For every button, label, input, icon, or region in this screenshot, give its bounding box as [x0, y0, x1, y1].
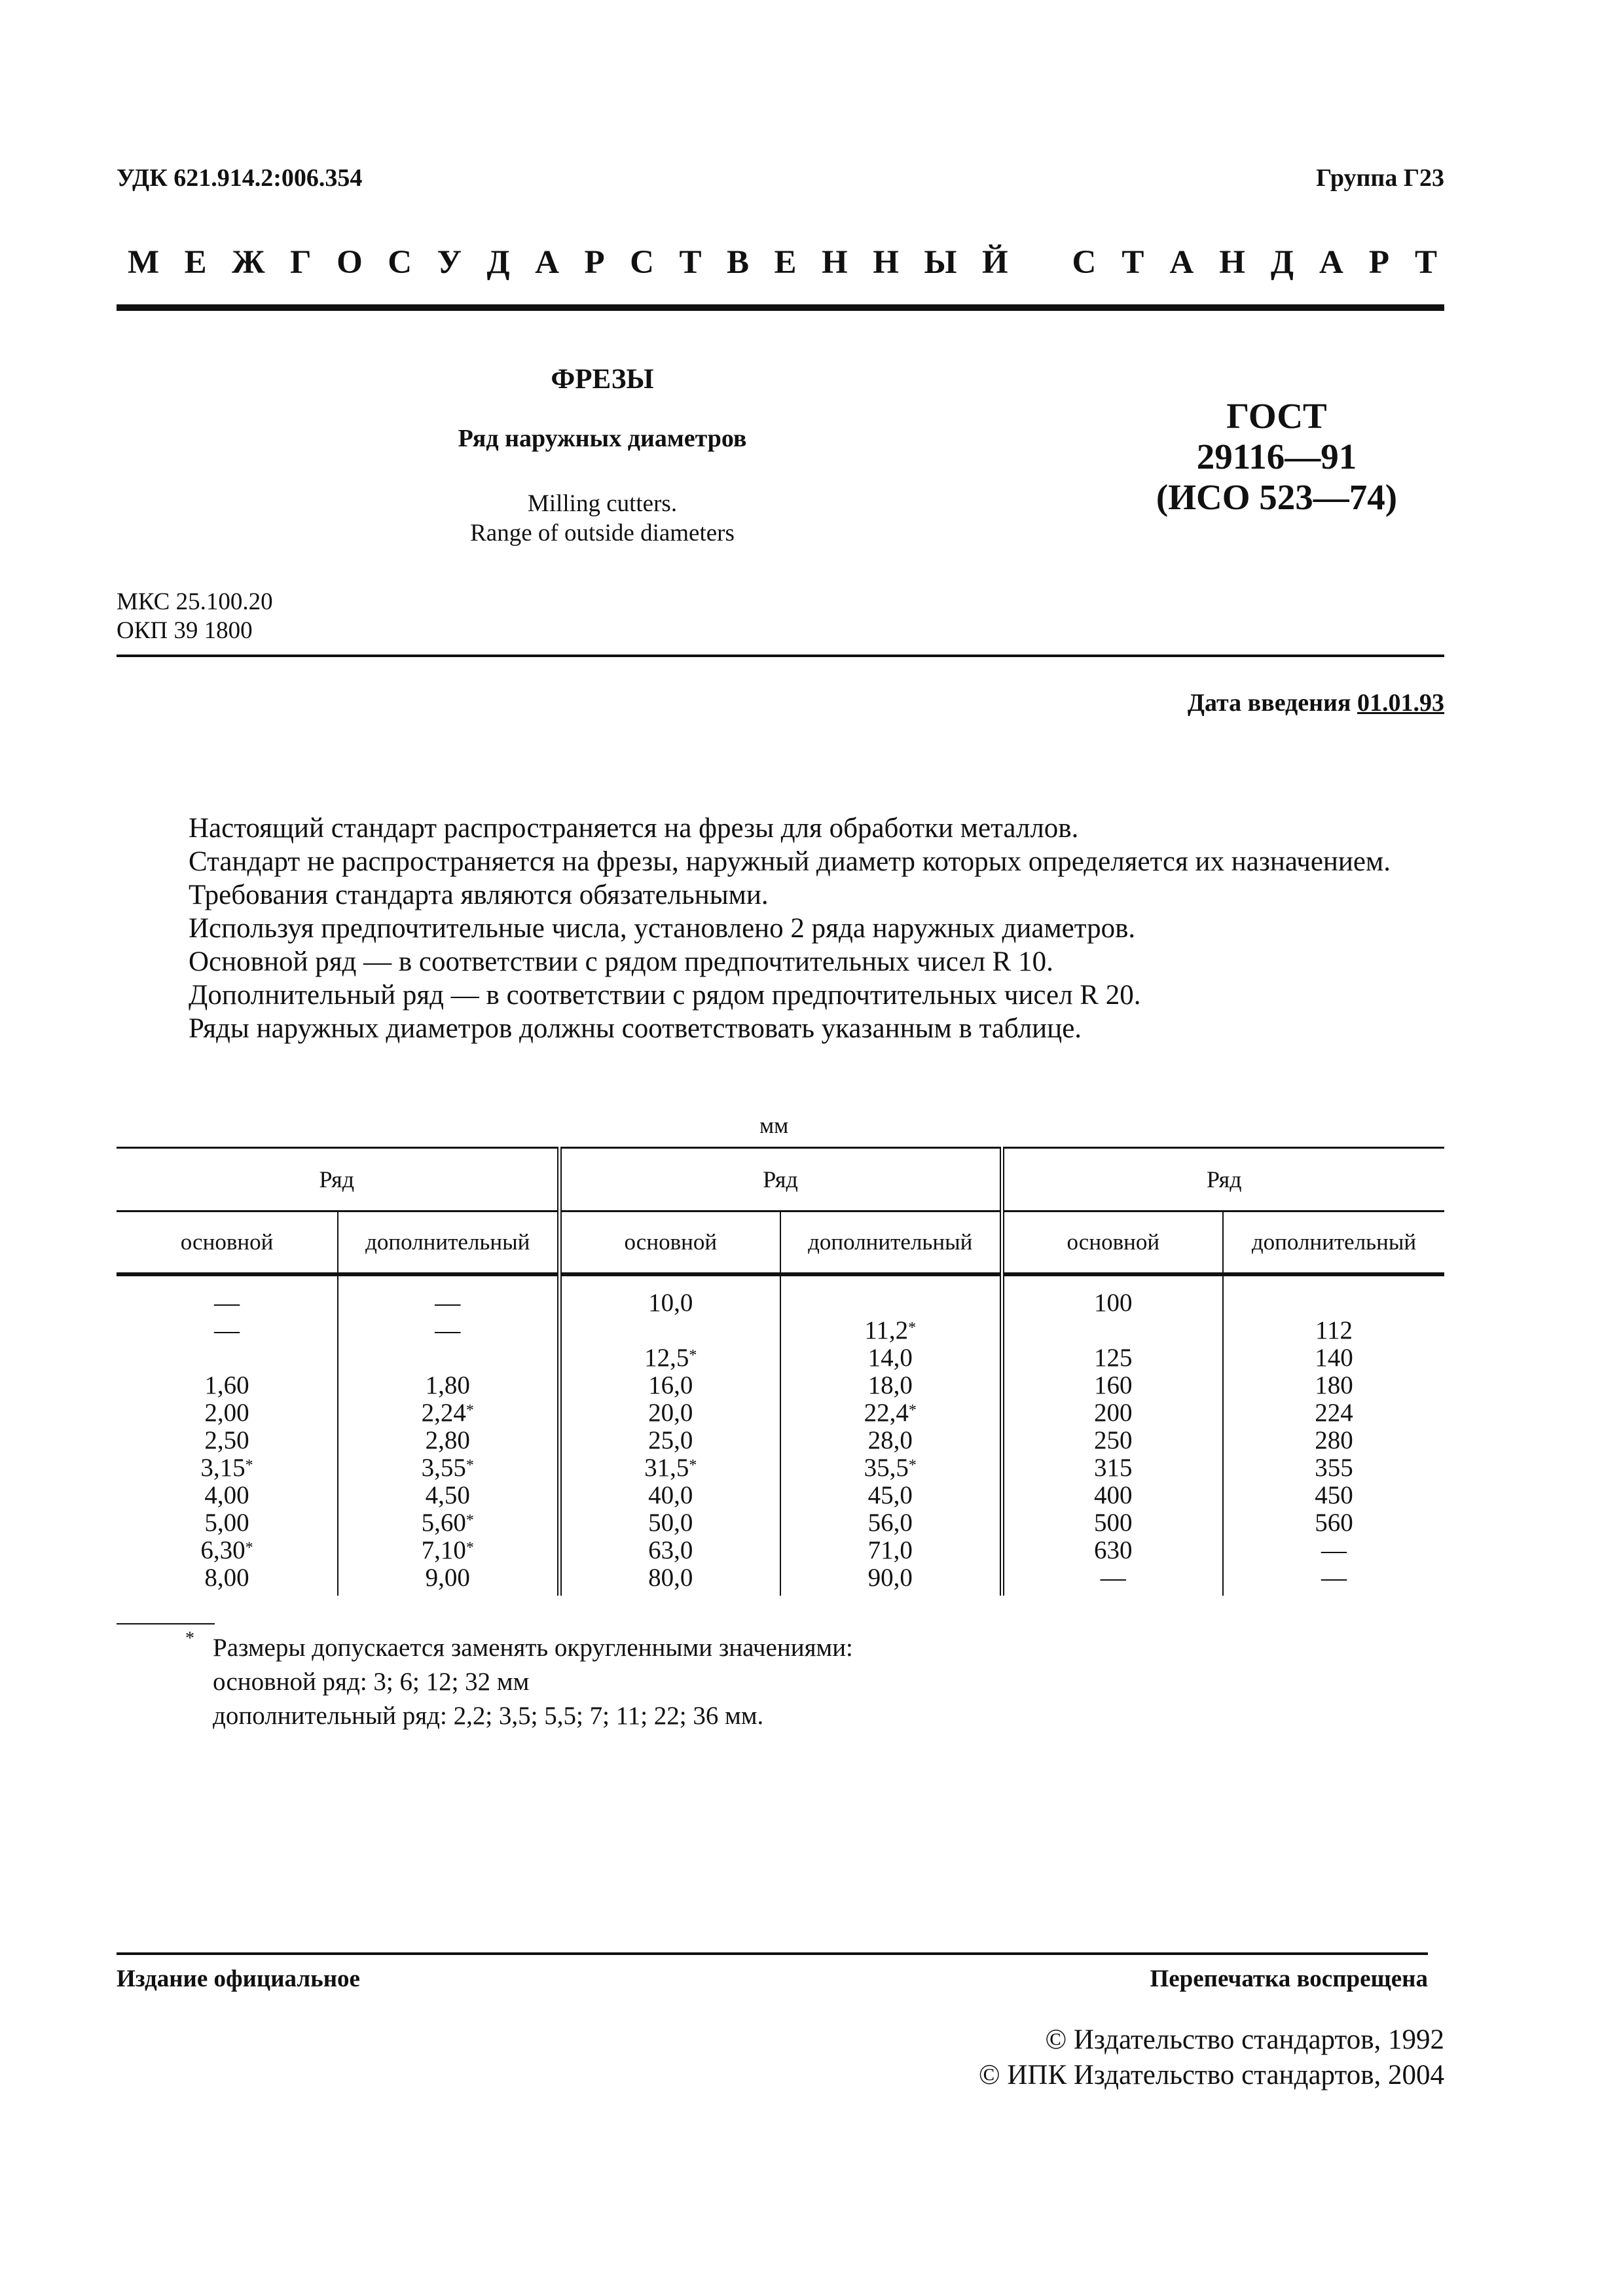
column-header-main: основной	[559, 1211, 780, 1275]
table-cell	[338, 1372, 559, 1399]
paragraph: Стандарт не распространяется на фрезы, наружный диаметр которых определяется их назначением.	[189, 846, 1391, 877]
table-cell	[117, 1372, 338, 1399]
english-title-line2: Range of outside diameters	[470, 520, 735, 547]
gost-label: ГОСТ	[1226, 396, 1327, 436]
cell-value: 140	[1315, 1344, 1353, 1372]
table-cell	[117, 1317, 338, 1344]
paragraph: Ряды наружных диаметров должны соответствовать указанным в таблице.	[189, 1013, 1082, 1044]
table-cell	[117, 1509, 338, 1537]
cell-value: 2,80	[425, 1426, 470, 1454]
cell-value: 71,0	[867, 1536, 913, 1564]
banner-letter: Д	[486, 244, 510, 281]
diameters-table	[117, 1147, 1444, 1596]
paragraph: Настоящий стандарт распространяется на фрезы для обработки металлов.	[189, 813, 1079, 844]
table-cell	[338, 1317, 559, 1344]
table-cell	[1002, 1274, 1223, 1317]
table-cell	[1223, 1317, 1444, 1344]
footnote-reference: *	[245, 1539, 253, 1556]
footnote-rule	[117, 1623, 215, 1624]
table-cell	[1223, 1399, 1444, 1427]
table-cell	[1002, 1317, 1223, 1344]
table-cell	[559, 1482, 780, 1509]
table-cell	[117, 1427, 338, 1454]
cell-value: —	[435, 1316, 461, 1344]
cell-value: 1,80	[425, 1371, 470, 1399]
table-cell	[117, 1564, 338, 1596]
table-cell	[559, 1399, 780, 1427]
paragraph: Используя предпочтительные числа, установлено 2 ряда наружных диаметров.	[189, 913, 1136, 944]
cell-value: 2,24*	[421, 1399, 474, 1427]
table-row	[117, 1399, 1444, 1427]
table-cell	[1223, 1482, 1444, 1509]
table-cell	[338, 1564, 559, 1596]
footnote-reference: *	[465, 1402, 474, 1419]
table-cell	[1002, 1427, 1223, 1454]
cell-value: 112	[1315, 1316, 1353, 1344]
footer-rule	[117, 1952, 1428, 1955]
footnote-reference: *	[465, 1512, 474, 1529]
cell-value: 45,0	[867, 1481, 913, 1509]
table-cell	[1002, 1344, 1223, 1372]
table-cell	[559, 1427, 780, 1454]
banner-letter: Р	[1368, 244, 1389, 281]
banner-letter: Й	[981, 244, 1008, 281]
gost-number: 29116—91	[1196, 437, 1357, 476]
table-cell	[780, 1509, 1002, 1537]
table-cell	[780, 1454, 1002, 1482]
cell-value: 50,0	[648, 1509, 693, 1537]
table-cell	[338, 1509, 559, 1537]
banner-letter: Т	[679, 244, 702, 281]
group-header: Ряд	[1002, 1148, 1444, 1211]
cell-value: 14,0	[867, 1344, 913, 1372]
cell-value: 224	[1315, 1399, 1353, 1427]
column-header-extra: дополнительный	[780, 1211, 1002, 1275]
cell-value: 31,5*	[644, 1454, 697, 1482]
cell-value: 25,0	[648, 1426, 693, 1454]
gost-designation	[1113, 396, 1440, 518]
cell-value: 12,5*	[644, 1344, 697, 1372]
banner-letter: Е	[184, 244, 207, 281]
footnote-line: дополнительный ряд: 2,2; 3,5; 5,5; 7; 11; 22; 36 мм.	[213, 1702, 764, 1730]
cell-value: —	[1100, 1564, 1126, 1592]
table-cell	[338, 1427, 559, 1454]
paragraph: Основной ряд — в соответствии с рядом предпочтительных чисел R 10.	[189, 946, 1053, 977]
table-cell	[117, 1399, 338, 1427]
banner-letter: Ж	[232, 244, 265, 281]
table-cell	[1002, 1564, 1223, 1596]
document-title: ФРЕЗЫ	[551, 364, 654, 395]
footnote-reference: *	[465, 1539, 474, 1556]
cell-value: —	[435, 1289, 461, 1317]
table-row	[117, 1344, 1444, 1372]
cell-value: 180	[1315, 1371, 1353, 1399]
table-cell	[559, 1509, 780, 1537]
cell-value: —	[214, 1316, 240, 1344]
table-row	[117, 1317, 1444, 1344]
banner-letter: Д	[1270, 244, 1294, 281]
banner-letter: В	[726, 244, 750, 281]
table-row	[117, 1509, 1444, 1537]
table-cell	[1223, 1509, 1444, 1537]
cell-value: 450	[1315, 1481, 1353, 1509]
table-row	[117, 1372, 1444, 1399]
date-value: 01.01.93	[1357, 689, 1444, 717]
mks-code: МКС 25.100.20	[117, 588, 273, 615]
group-header: Ряд	[117, 1148, 559, 1211]
introduction-date	[1188, 689, 1444, 717]
banner-letter: С	[1072, 244, 1097, 281]
table-cell	[780, 1399, 1002, 1427]
table-cell	[1002, 1454, 1223, 1482]
banner-letter: О	[337, 244, 363, 281]
cell-value: 630	[1094, 1536, 1133, 1564]
table-unit: мм	[759, 1113, 789, 1138]
table-cell	[559, 1564, 780, 1596]
cell-value: 7,10*	[421, 1536, 474, 1564]
table-cell	[1223, 1564, 1444, 1596]
table-cell	[780, 1344, 1002, 1372]
paragraph: Дополнительный ряд — в соответствии с рядом предпочтительных чисел R 20.	[189, 980, 1141, 1011]
table-cell	[338, 1454, 559, 1482]
table-cell	[1002, 1482, 1223, 1509]
body-text	[117, 812, 1444, 1045]
cell-value: 35,5*	[864, 1454, 917, 1482]
banner-word-standard	[1072, 243, 1437, 281]
table-cell	[1223, 1537, 1444, 1564]
cell-value: 125	[1094, 1344, 1133, 1372]
table-row	[117, 1482, 1444, 1509]
cell-value: 63,0	[648, 1536, 693, 1564]
cell-value: 3,15*	[200, 1454, 253, 1482]
footnote	[213, 1631, 853, 1733]
banner-letter: Т	[1122, 244, 1144, 281]
table-cell	[559, 1537, 780, 1564]
header-thick-rule	[117, 304, 1444, 311]
cell-value: 22,4*	[864, 1399, 917, 1427]
iso-number: (ИСО 523—74)	[1156, 477, 1398, 517]
table-column-header-row	[117, 1211, 1444, 1275]
banner-letter: Н	[1219, 244, 1245, 281]
cell-value: 6,30*	[200, 1536, 253, 1564]
banner-letter: А	[1169, 244, 1194, 281]
cell-value: 28,0	[867, 1426, 913, 1454]
table-cell	[780, 1482, 1002, 1509]
classification-rule	[117, 655, 1444, 657]
cell-value: 90,0	[867, 1564, 913, 1592]
cell-value: 18,0	[867, 1371, 913, 1399]
table-row	[117, 1454, 1444, 1482]
banner-letter: Ы	[924, 244, 957, 281]
table-cell	[780, 1317, 1002, 1344]
group-code: Группа Г23	[1316, 164, 1444, 192]
cell-value: 10,0	[648, 1289, 693, 1317]
footnote-marker: *	[185, 1628, 194, 1649]
table-cell	[559, 1454, 780, 1482]
cell-value: 355	[1315, 1454, 1353, 1482]
cell-value: 4,00	[204, 1481, 249, 1509]
banner-letter: А	[535, 244, 559, 281]
table-cell	[117, 1482, 338, 1509]
banner-letter: Р	[584, 244, 605, 281]
document-subtitle: Ряд наружных диаметров	[458, 425, 747, 452]
banner-letter: Г	[290, 244, 312, 281]
table-row	[117, 1564, 1444, 1596]
column-header-main: основной	[117, 1211, 338, 1275]
interstate-standard-banner	[128, 243, 1437, 281]
table-cell	[780, 1537, 1002, 1564]
table-cell	[559, 1344, 780, 1372]
cell-value: 1,60	[204, 1371, 249, 1399]
cell-value: 16,0	[648, 1371, 693, 1399]
cell-value: 500	[1094, 1509, 1133, 1537]
group-header: Ряд	[559, 1148, 1002, 1211]
table-cell	[117, 1454, 338, 1482]
cell-value: 315	[1094, 1454, 1133, 1482]
cell-value: 80,0	[648, 1564, 693, 1592]
cell-value: 9,00	[425, 1564, 470, 1592]
cell-value: 100	[1094, 1289, 1133, 1317]
banner-word-interstate	[128, 243, 1008, 281]
cell-value: 400	[1094, 1481, 1133, 1509]
table-cell	[559, 1317, 780, 1344]
date-label: Дата введения	[1187, 689, 1351, 717]
table-cell	[338, 1344, 559, 1372]
footnote-reference: *	[908, 1319, 917, 1336]
table-cell	[1002, 1537, 1223, 1564]
table-cell	[780, 1564, 1002, 1596]
cell-value: 280	[1315, 1426, 1353, 1454]
table-cell	[780, 1372, 1002, 1399]
cell-value: —	[214, 1289, 240, 1317]
table-cell	[338, 1274, 559, 1317]
table-cell	[338, 1537, 559, 1564]
footnote-reference: *	[908, 1457, 917, 1474]
official-edition: Издание официальное	[117, 1965, 360, 1992]
cell-value: 160	[1094, 1371, 1133, 1399]
table-cell	[1002, 1372, 1223, 1399]
table-cell	[559, 1372, 780, 1399]
footnote-reference: *	[465, 1457, 474, 1474]
footnote-reference: *	[689, 1347, 697, 1364]
table-cell	[1223, 1274, 1444, 1317]
cell-value: 200	[1094, 1399, 1133, 1427]
banner-letter: С	[388, 244, 412, 281]
table-cell	[1223, 1344, 1444, 1372]
paragraph: Требования стандарта являются обязательными.	[189, 880, 769, 910]
udk-code: УДК 621.914.2:006.354	[117, 164, 363, 192]
table-row	[117, 1274, 1444, 1317]
table-row	[117, 1537, 1444, 1564]
footnote-reference: *	[908, 1402, 917, 1419]
column-header-extra: дополнительный	[1223, 1211, 1444, 1275]
table-cell	[559, 1274, 780, 1317]
cell-value: 2,00	[204, 1399, 249, 1427]
footnote-reference: *	[245, 1457, 253, 1474]
reprint-prohibited: Перепечатка воспрещена	[1150, 1965, 1428, 1992]
cell-value: 56,0	[867, 1509, 913, 1537]
cell-value: 250	[1094, 1426, 1133, 1454]
cell-value: 40,0	[648, 1481, 693, 1509]
banner-letter: Т	[1414, 244, 1437, 281]
table-cell	[1002, 1399, 1223, 1427]
table-cell	[117, 1344, 338, 1372]
banner-letter: Е	[774, 244, 797, 281]
copyright-1992: © Издательство стандартов, 1992	[1045, 2024, 1444, 2055]
cell-value: 2,50	[204, 1426, 249, 1454]
cell-value: 4,50	[425, 1481, 470, 1509]
table-cell	[1002, 1509, 1223, 1537]
banner-letter: Н	[873, 244, 899, 281]
table-cell	[1223, 1372, 1444, 1399]
banner-letter: М	[128, 244, 160, 281]
footnote-reference: *	[689, 1457, 697, 1474]
table-cell	[338, 1482, 559, 1509]
table-row	[117, 1427, 1444, 1454]
table-group-header-row	[117, 1148, 1444, 1211]
cell-value: —	[1321, 1536, 1347, 1564]
okp-code: ОКП 39 1800	[117, 617, 253, 644]
table-cell	[338, 1399, 559, 1427]
footnote-line: основной ряд: 3; 6; 12; 32 мм	[213, 1668, 530, 1696]
cell-value: 3,55*	[421, 1454, 474, 1482]
english-title-line1: Milling cutters.	[527, 490, 678, 517]
table-cell	[1223, 1454, 1444, 1482]
cell-value: 11,2*	[864, 1316, 917, 1344]
copyright-2004: © ИПК Издательство стандартов, 2004	[978, 2060, 1444, 2090]
footnote-line: Размеры допускается заменять округленными значениями:	[213, 1634, 853, 1662]
banner-letter: У	[437, 244, 462, 281]
table-cell	[1223, 1427, 1444, 1454]
table-cell	[117, 1274, 338, 1317]
cell-value: 560	[1315, 1509, 1353, 1537]
table-cell	[780, 1427, 1002, 1454]
column-header-extra: дополнительный	[338, 1211, 559, 1275]
banner-letter: Н	[822, 244, 848, 281]
cell-value: 5,00	[204, 1509, 249, 1537]
classification-codes	[117, 588, 273, 645]
cell-value: —	[1321, 1564, 1347, 1592]
column-header-main: основной	[1002, 1211, 1223, 1275]
cell-value: 5,60*	[421, 1509, 474, 1537]
cell-value: 8,00	[204, 1564, 249, 1592]
banner-letter: С	[630, 244, 654, 281]
table-cell	[117, 1537, 338, 1564]
cell-value: 20,0	[648, 1399, 693, 1427]
table-cell	[780, 1274, 1002, 1317]
banner-letter: А	[1319, 244, 1343, 281]
